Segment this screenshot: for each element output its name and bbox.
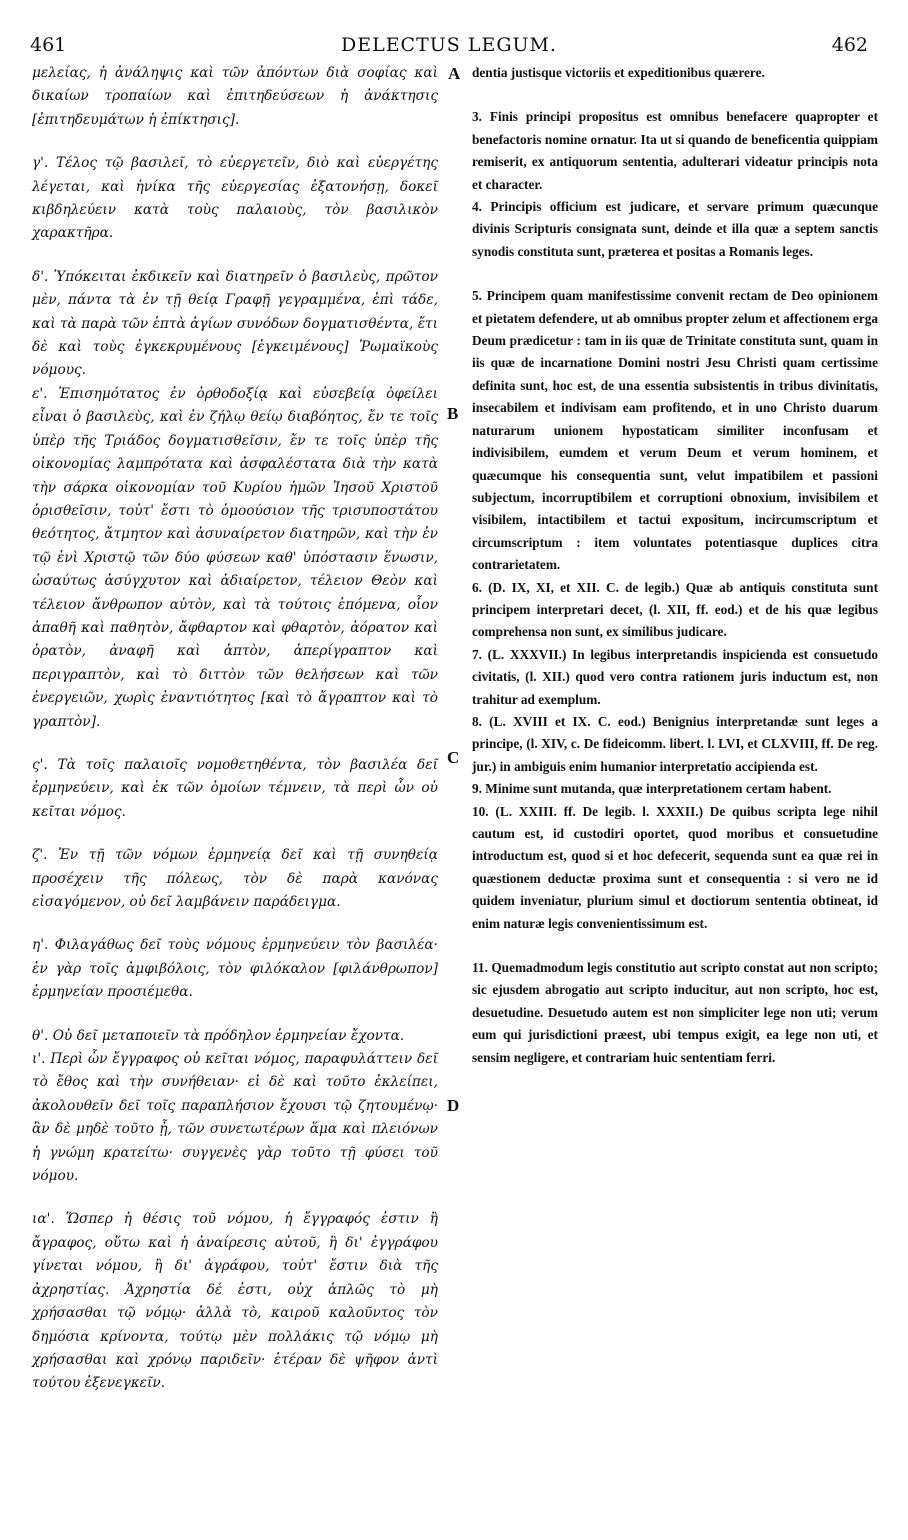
- greek-paragraph: ι'. Περὶ ὧν ἔγγραφος οὐ κεῖται νόμος, παραφυλάττειν δεῖ τὸ ἔθος καὶ τὴν συνήθειαν· εἰ δὲ καὶ τοῦτο ἐκλείπει, ἀκολουθεῖν δεῖ τοῖς παραπλήσιον ἔχουσι τῷ ζητουμένῳ· ἂν δὲ μηδὲ τοῦτο ᾖ, τῶν συνετωτέρων ἅμα καὶ πλειόνων ἡ γνώμη κρατείτω· συγγενὲς γὰρ τοῦτο τῇ φύσει τοῦ νόμου.: [32, 1051, 438, 1185]
- latin-paragraph: 3. Finis principi propositus est omnibus benefacere quapropter et benefactoris nomine ornatur. Ita ut si quando de beneficentia quippiam remiserit, ex antiquorum sententia, adulterari videatur principis nota et character.: [472, 109, 878, 192]
- latin-paragraph: 6. (D. IX, XI, et XII. C. de legib.) Quæ ab antiquis constituta sunt principem interpretari decet, (l. XII, ff. eod.) et de his quæ legibus comprehensa non sunt, ex similibus judicare.: [472, 579, 878, 640]
- latin-paragraph: 11. Quemadmodum legis constitutio aut scripto constat aut non scripto; sic ejusdem abrogatio aut scripto inducitur, aut non scripto, hoc est, desuetudine. Desuetudo autem est non simpliciter lege non uti; verum eum qui jurisdictioni præest, ubi tempus exigit, ea lege non uti, et sensim negligere, et contrariam huic sententiam ferri.: [472, 960, 878, 1065]
- running-title: DELECTUS LEGUM.: [340, 34, 558, 56]
- page-number-left: 461: [30, 34, 67, 56]
- page-number-right: 462: [831, 34, 868, 56]
- latin-paragraph: 5. Principem quam manifestissime convenit rectam de Deo opinionem et pietatem defendere, ut ab omnibus propter zelum et affectionem erga Deum prædicetur : tam in iis quæ de Trinitate constituta sunt, quam in iis quæ de incarnatione Domini nostri Jesu Christi quam certissime definita sunt, hoc est, de una essentia subsistentis in tribus divinitatis, insecabilem et indivisam eam profitendo, et in uno Christo duarum naturarum unionem hypostaticam similiter inconfusam et indivisibilem, eumdem et verum Deum et verum hominem, et quæcumque his consequentia sunt, velut impatibilem et passioni subjectum, incorruptibilem et corruptioni obnoxium, invisibilem et visibilem, intactibilem et tactui expositum, incircumscriptum et circumscriptum : item voluntates potentiasque duplices citra contrarietatem.: [472, 288, 878, 573]
- latin-paragraph: 4. Principis officium est judicare, et servare primum quæcunque divinis Scripturis consignata sunt, deinde et illa quæ a septem sanctis synodis constituta sunt, præterea et positas a Romanis leges.: [472, 199, 878, 259]
- latin-paragraph: dentia justisque victoriis et expeditionibus quærere.: [472, 65, 765, 80]
- latin-paragraph: 7. (L. XXXVII.) In legibus interpretandis inspicienda est consuetudo civitatis, (l. XII.) quod vero contra rationem juris inductum est, non trahitur ad exemplum.: [472, 646, 878, 707]
- page-header: [30, 34, 868, 62]
- margin-letter-b: B: [447, 404, 459, 423]
- greek-paragraph: μελείας, ἡ ἀνάληψις καὶ τῶν ἀπόντων διὰ σοφίας καὶ δικαίων τροπαίων καὶ ἐπιτηδεύσεων ἡ ἀνάκτησις [ἐπιτηδευμάτων ἡ ἐπίκτησις].: [32, 65, 438, 128]
- greek-column: [32, 62, 438, 1396]
- margin-letter-c: C: [447, 748, 460, 767]
- latin-paragraph: 9. Minime sunt mutanda, quæ interpretationem certam habent.: [472, 781, 832, 797]
- latin-paragraph: 10. (L. XXIII. ff. De legib. l. XXXII.) De quibus scripta lege nihil cautum est, id custodiri oportet, quod moribus et consuetudine introductum est, quod si et hoc defecerit, sequenda sunt ea quæ rei in quæstionem deductæ proxima sunt et consequentia : si vero ne id quidem inveniatur, plurium simul et doctiorum sententia obtineat, id enim naturæ legis convenientissimum est.: [472, 803, 878, 931]
- greek-paragraph: δ'. Ὑπόκειται ἐκδικεῖν καὶ διατηρεῖν ὁ βασιλεὺς, πρῶτον μὲν, πάντα τὰ ἐν τῇ θείᾳ Γραφῇ γεγραμμένα, ἐπὶ τάδε, καὶ τὰ παρὰ τῶν ἑπτὰ ἁγίων συνόδων δογματισθέντα, ἔτι δὲ καὶ τοὺς ἐγκεκρυμένους [ἐγκειμένους] Ῥωμαϊκοὺς νόμους.: [32, 268, 438, 379]
- greek-paragraph: ζ'. Ἐν τῇ τῶν νόμων ἑρμηνείᾳ δεῖ καὶ τῇ συνηθείᾳ προσέχειν τῆς πόλεως, τὸν δὲ παρὰ κανόνας εἰσαγόμενον, οὐ δεῖ λαμβάνειν παράδειγμα.: [32, 847, 438, 910]
- greek-paragraph: ς'. Τὰ τοῖς παλαιοῖς νομοθετηθέντα, τὸν βασιλέα δεῖ ἑρμηνεύειν, καὶ ἐκ τῶν ὁμοίων τέμνειν, τὰ περὶ ὧν οὐ κεῖται νόμος.: [32, 756, 438, 820]
- greek-paragraph: θ'. Οὐ δεῖ μεταποιεῖν τὰ πρόδηλον ἑρμηνείαν ἔχοντα.: [32, 1027, 405, 1044]
- greek-paragraph: γ'. Τέλος τῷ βασιλεῖ, τὸ εὐεργετεῖν, διὸ καὶ εὐεργέτης λέγεται, καὶ ἡνίκα τῆς εὐεργεσίας ἐξατονήσῃ, δοκεῖ κιβδηλεύειν κατὰ τοὺς παλαιοὺς, τὸν βασιλικὸν χαρακτῆρα.: [32, 155, 438, 242]
- greek-paragraph: η'. Φιλαγάθως δεῖ τοὺς νόμους ἑρμηνεύειν τὸν βασιλέα· ἐν γὰρ τοῖς ἀμφιβόλοις, τὸν φιλόκαλον [φιλάνθρωπον] ἑρμηνείαν προσιέμεθα.: [32, 937, 438, 1001]
- latin-column: [472, 62, 878, 1069]
- margin-letter-d: D: [447, 1096, 460, 1115]
- margin-letter-a: A: [448, 64, 461, 83]
- greek-paragraph: ε'. Ἐπισημότατος ἐν ὀρθοδοξίᾳ καὶ εὐσεβείᾳ ὀφείλει εἶναι ὁ βασιλεὺς, καὶ ἐν ζήλῳ θείῳ διαβόητος, ἔν τε τοῖς ὑπὲρ τῆς Τριάδος δογματισθεῖσιν, ἔν τε τοῖς ὑπὲρ τῆς οἰκονομίας λαμπρότατα καὶ ἀσφαλέστατα διὰ τὴν κατὰ τὴν σάρκα οἰκονομίαν τοῦ Κυρίου ἡμῶν Ἰησοῦ Χριστοῦ ὁρισθεῖσιν, τοὐτ' ἔστι τὸ ὁμοούσιον τῆς τρισυποστάτου θεότητος, ἄτμητον καὶ ἀσυναίρετον διατηρῶν, καὶ τὴν ἐν τῷ ἑνὶ Χριστῷ τῶν δύο φύσεων καθ' ὑπόστασιν ἕνωσιν, ὡσαύτως ἀσύγχυτον καὶ ἀδιαίρετον, τέλειον Θεὸν καὶ τέλειον ἄνθρωπον αὐτὸν, καὶ τὰ τούτοις ἑπόμενα, οἷον ἀπαθῆ καὶ παθητὸν, ἄφθαρτον καὶ φθαρτὸν, ἀόρατον καὶ ὁρατὸν, ἀναφῆ καὶ ἁπτὸν, ἀπερίγραπτον καὶ περιγραπτὸν, καὶ τὸ διττὸν τῶν θελήσεων καὶ τῶν ἐνεργειῶν, χωρὶς ἐναντιότητος [καὶ τὸ ἄγραπτον καὶ τὸ γραπτὸν].: [32, 385, 438, 730]
- greek-paragraph: ια'. Ὥσπερ ἡ θέσις τοῦ νόμου, ἡ ἔγγραφός ἐστιν ἢ ἄγραφος, οὕτω καὶ ἡ ἀναίρεσις αὐτοῦ, ἢ δι' ἐγγράφου γίνεται νόμου, ἢ δι' ἀγράφου, τοὐτ' ἔστιν διὰ τῆς ἀχρηστίας. Ἀχρηστία δέ ἐστι, οὐχ ἁπλῶς τὸ μὴ χρήσασθαι τῷ νόμῳ· ἀλλὰ τὸ, καιροῦ καλοῦντος τὸν δημόσια κρίνοντα, τούτῳ μὲν πολλάκις τῷ νόμῳ μὴ χρήσασθαι καὶ χρόνῳ παριδεῖν· ἑτέραν δὲ ψῆφον ἀντὶ τούτου ἐξενεγκεῖν.: [32, 1211, 438, 1392]
- latin-paragraph: 8. (L. XVIII et IX. C. eod.) Benignius interpretandæ sunt leges a principe, (l. XIV, c. De fideicomm. libert. l. LVI, et CLXVIII, ff. De reg. jur.) in ambiguis enim humanior interpretatio accipienda est.: [472, 713, 878, 774]
